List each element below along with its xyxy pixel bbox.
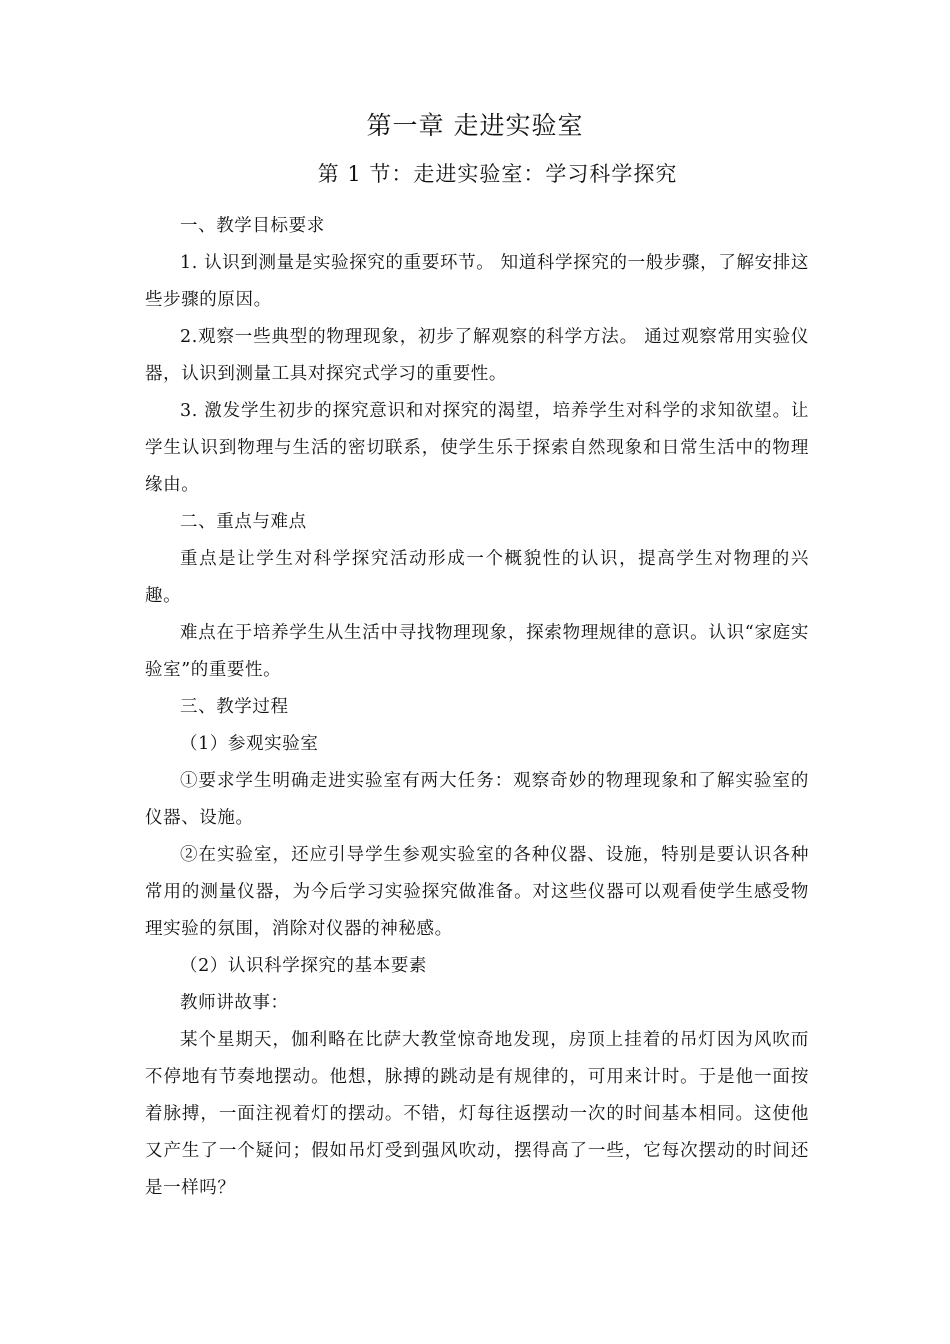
paragraph-galileo-story: 某个星期天，伽利略在比萨大教堂惊奇地发现，房顶上挂着的吊灯因为风吹而不停地有节奏地摆动。他想，脉搏的跳动是有规律的，可用来计时。于是他一面按着脉搏，一面注视着灯的摆动。不错，灯每往返摆动一次的时间基本相同。这使他又产生了一个疑问；假如吊灯受到强风吹动，摆得高了一些，它每次摆动的时间还是一样吗？	[145, 1030, 809, 1198]
paragraph-difficulty: 难点在于培养学生从生活中寻找物理现象，探索物理规律的意识。认识“家庭实验室”的重要性。	[145, 623, 809, 680]
subheading-scientific-inquiry: （2）认识科学探究的基本要素	[180, 956, 428, 976]
chapter-title: 第一章 走进实验室	[366, 111, 584, 140]
paragraph-key-point: 重点是让学生对科学探究活动形成一个概貌性的认识，提高学生对物理的兴趣。	[145, 549, 809, 606]
heading-key-points: 二、重点与难点	[180, 512, 307, 532]
paragraph-lab-task-1: ①要求学生明确走进实验室有两大任务：观察奇妙的物理现象和了解实验室的仪器、设施。	[145, 771, 809, 828]
paragraph-objective-1: 1. 认识到测量是实验探究的重要环节。 知道科学探究的一般步骤，了解安排这些步骤的原因。	[145, 253, 809, 310]
section-title: 第 1 节：走进实验室：学习科学探究	[317, 162, 678, 186]
heading-objectives: 一、教学目标要求	[180, 216, 325, 236]
paragraph-objective-3: 3. 激发学生初步的探究意识和对探究的渴望，培养学生对科学的求知欲望。让学生认识到物理与生活的密切联系，使学生乐于探索自然现象和日常生活中的物理缘由。	[145, 401, 809, 495]
paragraph-objective-2: 2.观察一些典型的物理现象，初步了解观察的科学方法。 通过观察常用实验仪器，认识到测量工具对探究式学习的重要性。	[145, 327, 809, 384]
document-body	[145, 208, 809, 1207]
paragraph-teacher-story-label: 教师讲故事：	[180, 993, 289, 1013]
subheading-visit-lab: （1）参观实验室	[180, 734, 319, 754]
paragraph-lab-task-2: ②在实验室，还应引导学生参观实验室的各种仪器、设施，特别是要认识各种常用的测量仪器，为今后学习实验探究做准备。对这些仪器可以观看使学生感受物理实验的氛围，消除对仪器的神秘感。	[145, 845, 809, 939]
heading-teaching-process: 三、教学过程	[180, 697, 289, 717]
